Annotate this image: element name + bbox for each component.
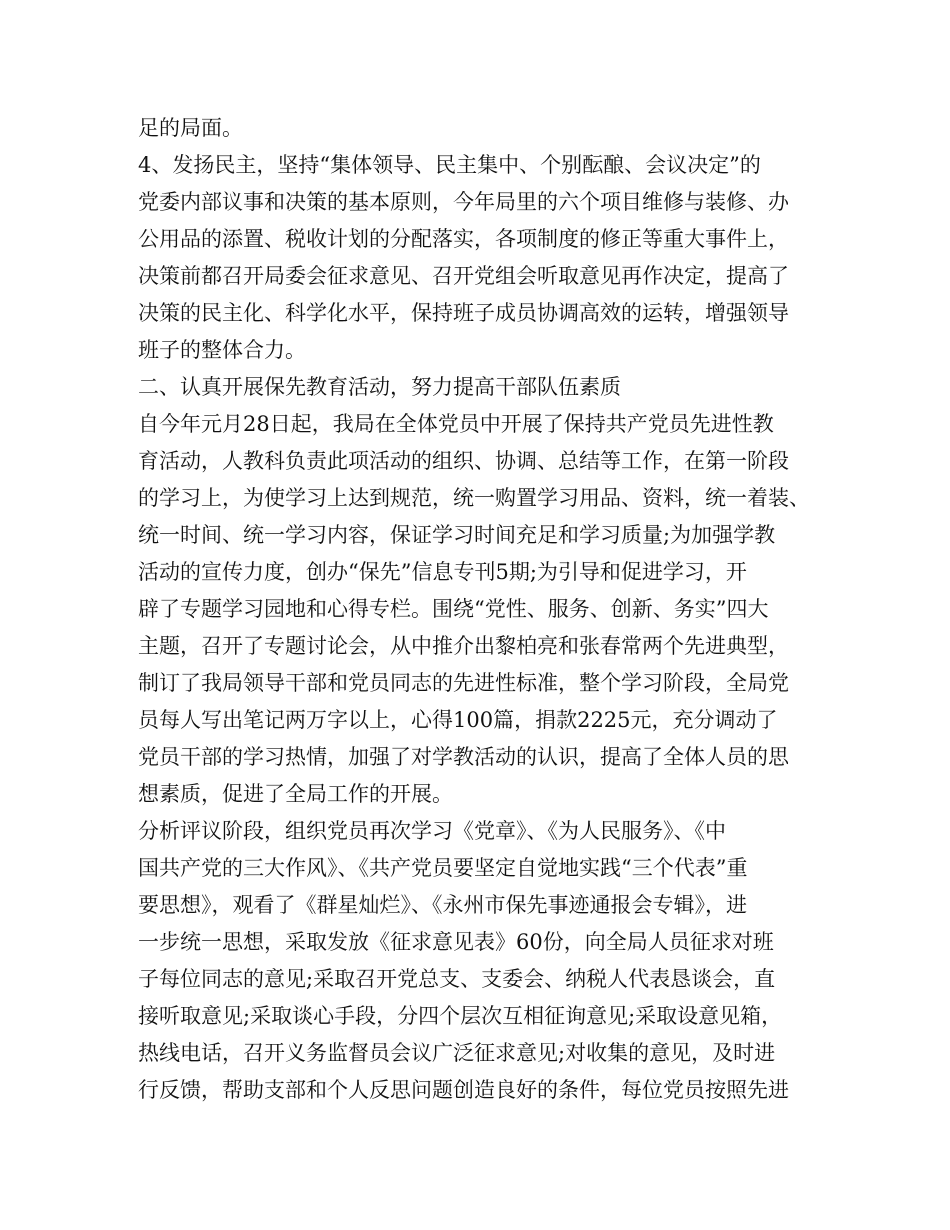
text-line: 统一时间、统一学习内容，保证学习时间充足和学习质量;为加强学教	[138, 523, 776, 547]
text-line: 行反馈，帮助支部和个人反思问题创造良好的条件，每位党员按照先进	[138, 1078, 789, 1102]
text-line: 党委内部议事和决策的基本原则，今年局里的六个项目维修与装修、办	[138, 190, 789, 214]
document-body	[138, 110, 828, 1109]
text-line: 分析评议阶段，组织党员再次学习《党章》、《为人民服务》、《中	[138, 819, 726, 843]
text-line: 国共产党的三大作风》、《共产党员要坚定自觉地实践“三个代表”重	[138, 856, 748, 880]
section-heading: 二、认真开展保先教育活动，努力提高干部队伍素质	[138, 375, 621, 399]
text-line: 决策的民主化、科学化水平，保持班子成员协调高效的运转，增强领导	[138, 301, 789, 325]
text-line: 员每人写出笔记两万字以上，心得100篇，捐款2225元，充分调动了	[138, 708, 778, 732]
text-line: 想素质，促进了全局工作的开展。	[138, 782, 453, 806]
text-line: 热线电话，召开义务监督员会议广泛征求意见;对收集的意见，及时进	[138, 1041, 776, 1065]
text-line: 子每位同志的意见;采取召开党总支、支委会、纳税人代表恳谈会，直	[138, 967, 776, 991]
text-line: 公用品的添置、税收计划的分配落实，各项制度的修正等重大事件上，	[138, 227, 789, 251]
text-line: 育活动，人教科负责此项活动的组织、协调、总结等工作，在第一阶段	[138, 449, 789, 473]
text-line: 党员干部的学习热情，加强了对学教活动的认识，提高了全体人员的思	[138, 745, 789, 769]
text-line: 班子的整体合力。	[138, 338, 306, 362]
text-line: 制订了我局领导干部和党员同志的先进性标准，整个学习阶段，全局党	[138, 671, 789, 695]
text-line: 足的局面。	[138, 116, 243, 140]
text-line: 决策前都召开局委会征求意见、召开党组会听取意见再作决定，提高了	[138, 264, 789, 288]
text-line: 辟了专题学习园地和心得专栏。围绕“党性、服务、创新、务实”四大	[138, 597, 769, 621]
text-line: 的学习上，为使学习上达到规范，统一购置学习用品、资料，统一着装、	[138, 486, 810, 510]
text-line: 自今年元月28日起，我局在全体党员中开展了保持共产党员先进性教	[138, 412, 774, 436]
text-line: 活动的宣传力度，创办“保先”信息专刊5期;为引导和促进学习，开	[138, 560, 747, 584]
text-line: 主题，召开了专题讨论会，从中推介出黎柏亮和张春常两个先进典型，	[138, 634, 789, 658]
text-line: 4、发扬民主，坚持“集体领导、民主集中、个别酝酿、会议决定”的	[138, 153, 761, 177]
text-line: 接听取意见;采取谈心手段，分四个层次互相征询意见;采取设意见箱，	[138, 1004, 783, 1028]
text-line: 一步统一思想，采取发放《征求意见表》60份，向全局人员征求对班	[138, 930, 774, 954]
text-line: 要思想》，观看了《群星灿烂》、《永州市保先事迹通报会专辑》，进	[138, 893, 747, 917]
